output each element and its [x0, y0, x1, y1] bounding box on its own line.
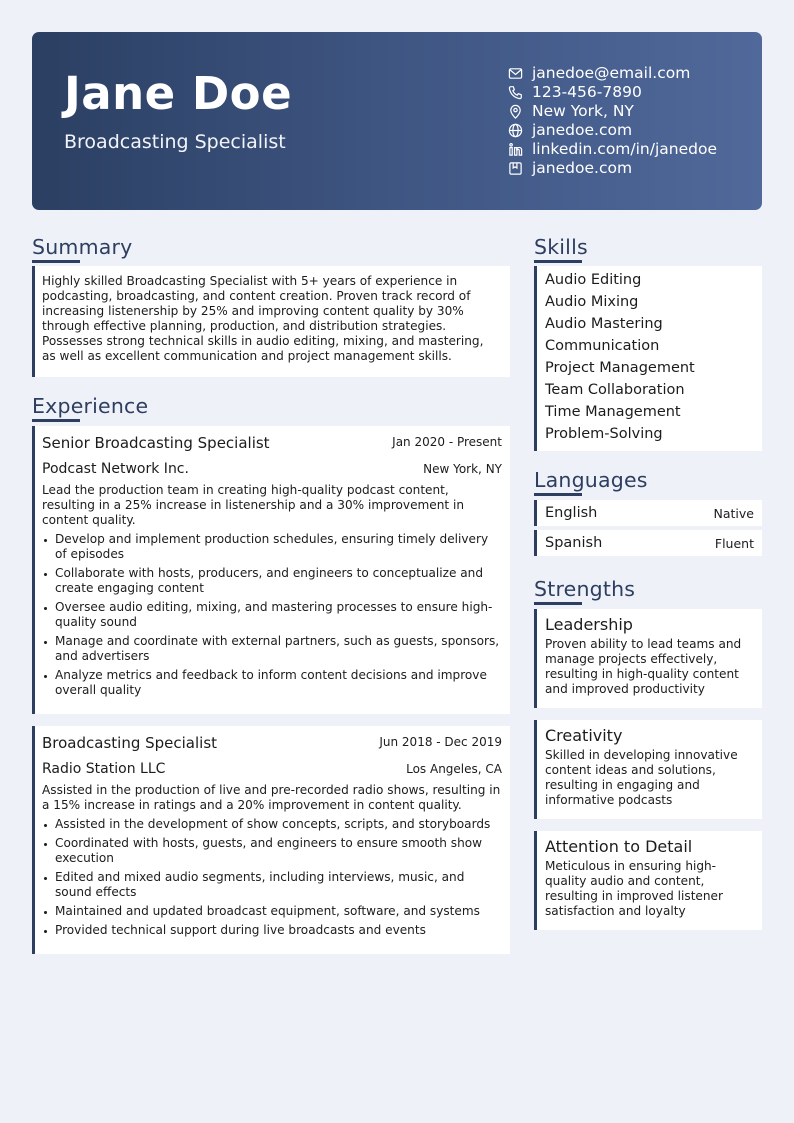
- contact-portfolio[interactable]: [508, 159, 717, 178]
- language-row: [534, 500, 762, 526]
- contact-phone-text: 123-456-7890: [532, 83, 642, 101]
- job-bullet: Collaborate with hosts, producers, and engineers to conceptualize and create engaging content: [42, 566, 502, 596]
- candidate-name: Jane Doe: [64, 67, 293, 120]
- job-bullet: Manage and coordinate with external partners, such as guests, sponsors, and advertisers: [42, 634, 502, 664]
- skill-item: Communication: [545, 338, 660, 354]
- job-bullet-list: [42, 817, 502, 938]
- summary-text: Highly skilled Broadcasting Specialist with 5+ years of experience in podcasting, broadcasting, and content creation. Proven track record of increasing listenership by 25% and improving content quality by 30% through effective planning, production, and distribution strategies. Possesses strong technical skills in audio editing, mixing, and mastering, as well as excellent communication and project management skills.: [42, 274, 484, 363]
- languages-heading: Languages: [534, 468, 648, 492]
- portfolio-icon: [508, 161, 523, 176]
- contact-location-text: New York, NY: [532, 102, 634, 120]
- contact-linkedin[interactable]: [508, 140, 717, 159]
- strength-title: Leadership: [545, 615, 633, 634]
- skills-card: [534, 266, 762, 451]
- contact-list: [508, 64, 717, 178]
- job-bullet: Develop and implement production schedules, ensuring timely delivery of episodes: [42, 532, 502, 562]
- skill-item: Audio Mastering: [545, 316, 663, 332]
- globe-icon: [508, 123, 523, 138]
- job-description: Lead the production team in creating high-quality podcast content, resulting in a 25% increase in listenership and a 30% improvement in content quality.: [42, 483, 465, 527]
- job-bullet: Analyze metrics and feedback to inform content decisions and improve overall quality: [42, 668, 502, 698]
- skill-item: Project Management: [545, 360, 695, 376]
- skill-item: Team Collaboration: [545, 382, 685, 398]
- skill-item: Audio Editing: [545, 272, 642, 288]
- job-dates: Jun 2018 - Dec 2019: [379, 735, 502, 749]
- experience-heading-underline: [32, 419, 80, 422]
- job-company: Podcast Network Inc.: [42, 461, 189, 477]
- summary-heading-underline: [32, 260, 80, 263]
- language-level: Native: [713, 506, 754, 521]
- job-card: [32, 426, 510, 714]
- skill-item: Audio Mixing: [545, 294, 639, 310]
- language-level: Fluent: [714, 536, 754, 551]
- job-bullet: Coordinated with hosts, guests, and engineers to ensure smooth show execution: [42, 836, 502, 866]
- job-card: [32, 726, 510, 954]
- skill-item: Time Management: [545, 404, 681, 420]
- job-dates: Jan 2020 - Present: [392, 435, 502, 449]
- location-icon: [508, 104, 523, 119]
- skill-item: Problem-Solving: [545, 426, 663, 442]
- contact-website[interactable]: [508, 121, 717, 140]
- contact-email[interactable]: [508, 64, 717, 83]
- candidate-title: Broadcasting Specialist: [64, 131, 286, 153]
- contact-location: [508, 102, 717, 121]
- strength-description: Proven ability to lead teams and manage projects effectively, resulting in high-quality content and improved productivity: [545, 637, 742, 696]
- strength-description: Skilled in developing innovative content ideas and solutions, resulting in engaging and informative podcasts: [545, 748, 738, 807]
- job-bullet: Assisted in the development of show concepts, scripts, and storyboards: [42, 817, 502, 832]
- language-name: English: [545, 505, 598, 521]
- strength-description: Meticulous in ensuring high-quality audio and content, resulting in improved listener satisfaction and loyalty: [545, 859, 723, 918]
- job-role: Broadcasting Specialist: [42, 734, 218, 752]
- job-bullet: Oversee audio editing, mixing, and mastering processes to ensure high-quality sound: [42, 600, 502, 630]
- strengths-heading-underline: [534, 602, 582, 605]
- job-role: Senior Broadcasting Specialist: [42, 434, 270, 452]
- language-row: [534, 530, 762, 556]
- phone-icon: [508, 85, 523, 100]
- contact-phone[interactable]: [508, 83, 717, 102]
- job-company: Radio Station LLC: [42, 761, 166, 777]
- contact-email-text: janedoe@email.com: [532, 64, 691, 82]
- contact-linkedin-text: linkedin.com/in/janedoe: [532, 140, 717, 158]
- languages-heading-underline: [534, 493, 582, 496]
- job-bullet: Edited and mixed audio segments, including interviews, music, and sound effects: [42, 870, 502, 900]
- skills-heading-underline: [534, 260, 582, 263]
- skills-heading: Skills: [534, 235, 588, 259]
- contact-portfolio-text: janedoe.com: [532, 159, 633, 177]
- contact-website-text: janedoe.com: [532, 121, 633, 139]
- strengths-heading: Strengths: [534, 577, 636, 601]
- job-description: Assisted in the production of live and pre-recorded radio shows, resulting in a 15% increase in ratings and a 20% improvement in content quality.: [42, 783, 501, 812]
- linkedin-icon: [508, 142, 523, 157]
- job-location: Los Angeles, CA: [406, 762, 502, 776]
- job-bullet-list: [42, 532, 502, 698]
- job-location: New York, NY: [423, 462, 502, 476]
- strength-card: [534, 831, 762, 930]
- strength-title: Attention to Detail: [545, 837, 693, 856]
- summary-card: [32, 266, 510, 377]
- summary-heading: Summary: [32, 235, 133, 259]
- mail-icon: [508, 66, 523, 81]
- language-name: Spanish: [545, 535, 603, 551]
- strength-card: [534, 720, 762, 819]
- strength-card: [534, 609, 762, 708]
- resume-header: [32, 32, 762, 210]
- experience-heading: Experience: [32, 394, 149, 418]
- strength-title: Creativity: [545, 726, 623, 745]
- job-bullet: Provided technical support during live broadcasts and events: [42, 923, 502, 938]
- job-bullet: Maintained and updated broadcast equipment, software, and systems: [42, 904, 502, 919]
